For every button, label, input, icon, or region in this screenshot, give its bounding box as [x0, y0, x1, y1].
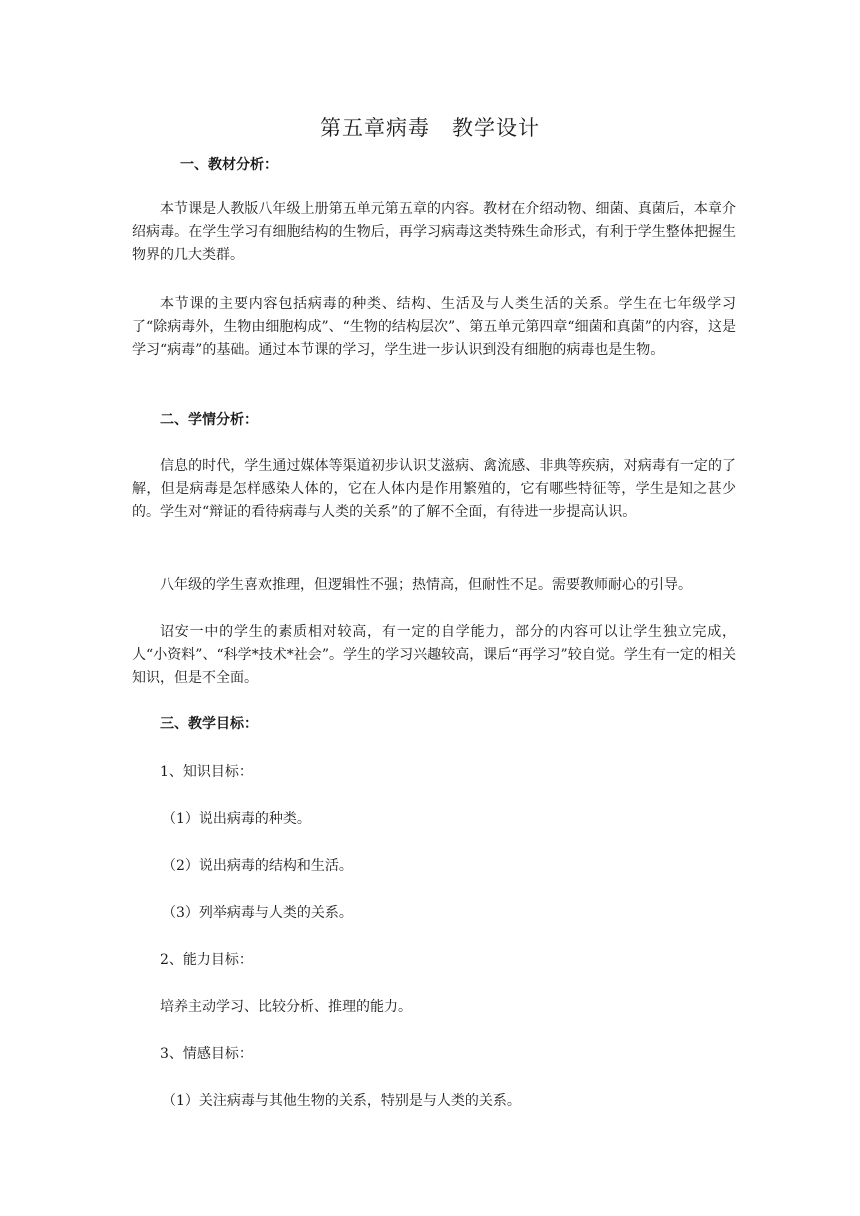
- section-heading-teaching-goals: 三、教学目标：: [160, 716, 258, 732]
- list-item: （3）列举病毒与人类的关系。: [162, 905, 353, 921]
- document-title: 第五章病毒 教学设计: [320, 116, 540, 140]
- goal-heading-ability: 2、能力目标：: [160, 952, 253, 968]
- list-item: （2）说出病毒的结构和生活。: [162, 858, 353, 874]
- paragraph: 诏安一中的学生的素质相对较高，有一定的自学能力，部分的内容可以让学生独立完成，人“小资料”、“科学*技术*社会”。学生的学习兴趣较高，课后“再学习”较自觉。学生有一定的相关知识，但是不全面。: [132, 624, 736, 686]
- paragraph: 本节课是人教版八年级上册第五单元第五章的内容。教材在介绍动物、细菌、真菌后，本章介绍病毒。在学生学习有细胞结构的生物后，再学习病毒这类特殊生命形式，有利于学生整体把握生物界的几大类群。: [132, 201, 736, 263]
- section-heading-student-analysis: 二、学情分析：: [160, 412, 258, 428]
- section-heading-textbook-analysis: 一、教材分析：: [180, 157, 278, 173]
- goal-heading-knowledge: 1、知识目标：: [160, 764, 253, 780]
- paragraph: 八年级的学生喜欢推理，但逻辑性不强；热情高，但耐性不足。需要教师耐心的引导。: [160, 577, 692, 593]
- goal-heading-emotion: 3、情感目标：: [160, 1046, 253, 1062]
- list-item: （1）关注病毒与其他生物的关系，特别是与人类的关系。: [162, 1093, 521, 1109]
- paragraph: 信息的时代，学生通过媒体等渠道初步认识艾滋病、禽流感、非典等疾病，对病毒有一定的了解，但是病毒是怎样感染人体的，它在人体内是作用繁殖的，它有哪些特征等，学生是知之甚少的。学生对“辩证的看待病毒与人类的关系”的了解不全面，有待进一步提高认识。: [132, 458, 736, 520]
- list-item: （1）说出病毒的种类。: [162, 811, 311, 827]
- paragraph: 本节课的主要内容包括病毒的种类、结构、生活及与人类生活的关系。学生在七年级学习了“除病毒外，生物由细胞构成”、“生物的结构层次”、第五单元第四章“细菌和真菌”的内容，这是学习“病毒”的基础。通过本节课的学习，学生进一步认识到没有细胞的病毒也是生物。: [132, 296, 736, 358]
- ability-goal-text: 培养主动学习、比较分析、推理的能力。: [160, 999, 412, 1015]
